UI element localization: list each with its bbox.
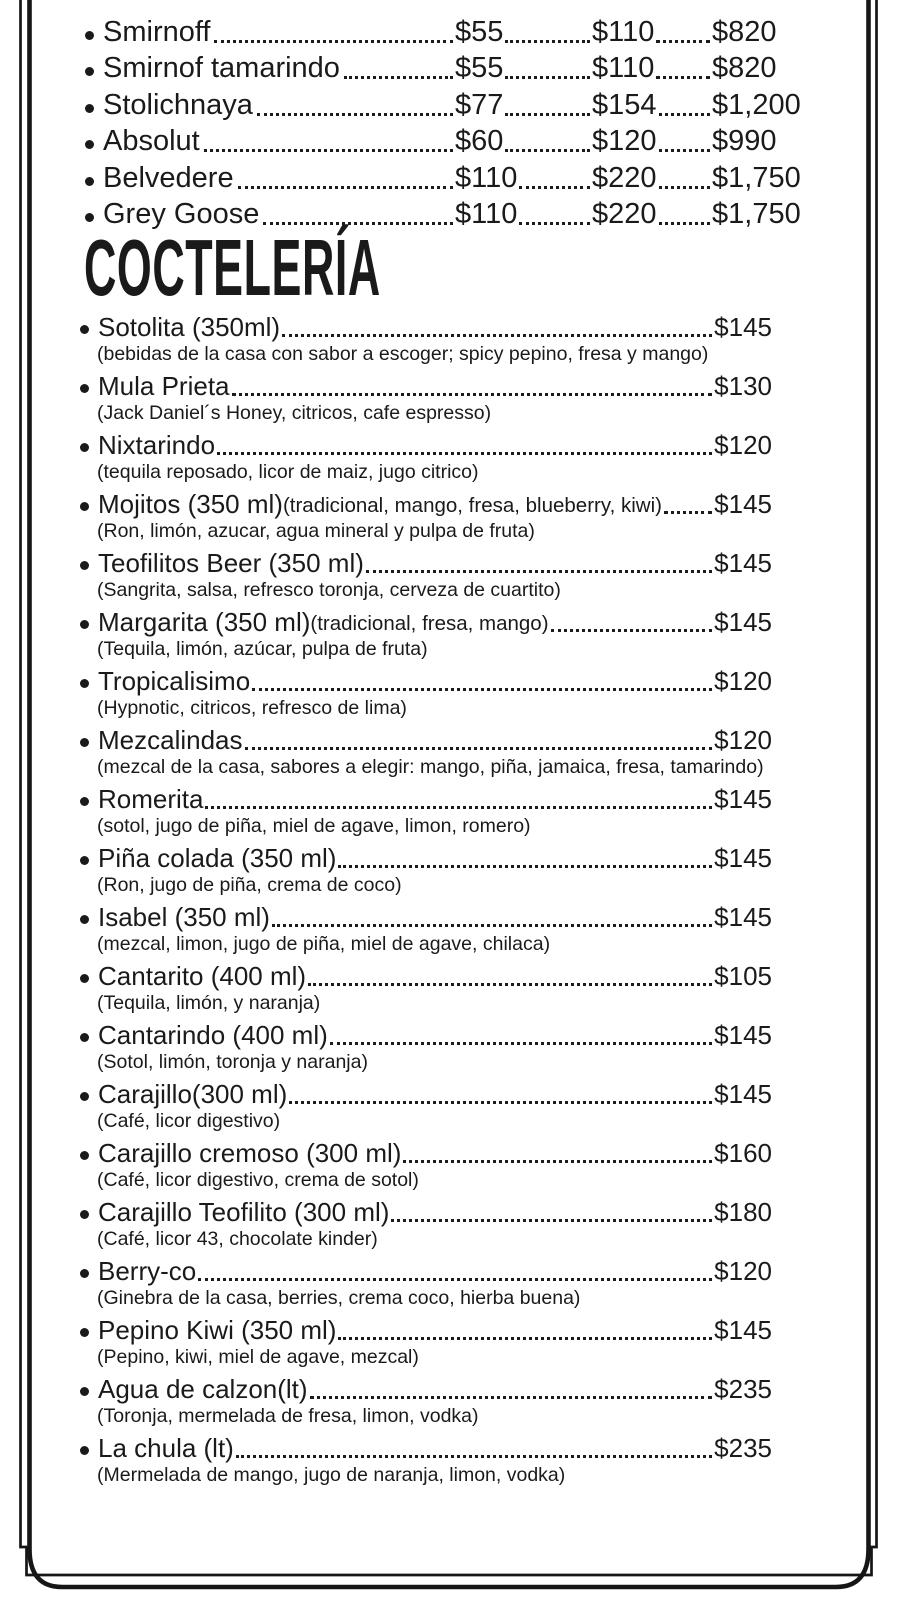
cocktail-name: Margarita (350 ml) (98, 607, 311, 637)
cocktail-item (80, 1020, 772, 1073)
bullet-icon (80, 384, 89, 393)
dotted-leader (310, 1396, 713, 1399)
dotted-leader (204, 149, 453, 152)
section-title-cocteleria: COCTELERÍA (84, 223, 381, 312)
cocktail-name: Nixtarindo (98, 430, 216, 460)
cocktail-description: (Jack Daniel´s Honey, citricos, cafe espresso) (97, 402, 492, 424)
cocktail-description: (Ginebra de la casa, berries, crema coco, hierba buena) (97, 1287, 581, 1309)
cocktail-description: (Tequila, limón, azúcar, pulpa de fruta) (97, 638, 428, 660)
dotted-leader (551, 629, 713, 632)
vodka-price-doble: $220 (592, 198, 657, 230)
cocktail-name: Mula Prieta (98, 371, 230, 401)
cocktail-price: $145 (714, 548, 772, 578)
cocktail-description: (Sotol, limón, toronja y naranja) (97, 1051, 368, 1073)
dotted-leader (505, 113, 590, 116)
vodka-price-botella: $820 (712, 15, 777, 48)
dotted-leader (282, 334, 712, 337)
bullet-icon (85, 104, 94, 113)
price-column-3 (712, 125, 800, 158)
bullet-icon (80, 679, 89, 688)
cocktail-price: $145 (714, 843, 772, 873)
cocktail-description: (sotol, jugo de piña, miel de agave, limon, romero) (97, 815, 531, 837)
price-column-1 (455, 52, 592, 85)
bullet-icon (80, 620, 89, 629)
cocktail-name-row (80, 843, 772, 874)
bullet-icon (85, 213, 94, 222)
cocktail-item (80, 843, 772, 896)
cocktail-name-row (80, 371, 772, 402)
price-column-1 (455, 162, 592, 195)
bullet-icon (80, 502, 89, 511)
cocktail-name-row (80, 607, 772, 638)
vodka-price-copa: $110 (455, 161, 518, 194)
cocktail-item (80, 489, 772, 542)
cocktail-description: (Tequila, limón, y naranja) (97, 992, 321, 1014)
vodka-row (85, 122, 800, 159)
cocktail-price: $120 (714, 430, 772, 460)
cocktail-price: $145 (714, 1079, 772, 1109)
vodka-price-botella: $1,750 (712, 198, 801, 230)
cocktail-name: Tropicalisimo (98, 666, 251, 696)
dotted-leader (289, 1101, 712, 1104)
cocktail-description: (Café, licor 43, chocolate kinder) (97, 1228, 378, 1250)
cocktail-price: $145 (714, 902, 772, 932)
price-column-2 (592, 162, 712, 195)
dotted-leader (659, 186, 710, 189)
price-column-2 (592, 16, 712, 49)
cocktail-price: $145 (714, 607, 772, 637)
cocktail-name: Teofilitos Beer (350 ml) (98, 548, 364, 578)
vodka-price-botella: $1,750 (712, 161, 801, 194)
cocktail-name-row (80, 1079, 772, 1110)
cocktail-name-row (80, 1256, 772, 1287)
cocktail-description: (Café, licor digestivo) (97, 1110, 281, 1132)
bullet-icon (80, 325, 89, 334)
cocktail-price: $145 (714, 784, 772, 814)
cocktail-item (80, 1256, 772, 1309)
cocktail-price: $160 (714, 1138, 772, 1168)
cocktail-item (80, 1079, 772, 1132)
cocktail-item (80, 784, 772, 837)
dotted-leader (366, 570, 712, 573)
bullet-icon (80, 1210, 89, 1219)
dotted-leader (656, 40, 710, 43)
dotted-leader (344, 76, 453, 79)
cocktail-price: $105 (714, 961, 772, 991)
dotted-leader (664, 511, 712, 514)
vodka-price-copa: $110 (455, 198, 518, 230)
cocktail-name-row (80, 489, 772, 520)
price-column-3 (712, 89, 800, 122)
cocktail-item (80, 725, 772, 778)
bullet-icon (80, 738, 89, 747)
bullet-icon (80, 443, 89, 452)
bullet-icon (80, 856, 89, 865)
price-column-1 (455, 16, 592, 49)
vodka-row (85, 49, 800, 86)
dotted-leader (338, 1337, 712, 1340)
cocktail-list (80, 312, 772, 1486)
cocktail-item (80, 1138, 772, 1191)
cocktail-name-row (80, 1197, 772, 1228)
bullet-icon (80, 1387, 89, 1396)
cocktail-item (80, 607, 772, 660)
price-column-2 (592, 52, 712, 85)
bullet-icon (80, 1151, 89, 1160)
cocktail-item (80, 1374, 772, 1427)
price-column-2 (592, 89, 712, 122)
dotted-leader (238, 186, 453, 189)
vodka-row (85, 158, 800, 195)
dotted-leader (659, 222, 710, 225)
cocktail-name: Mezcalindas (98, 725, 243, 755)
dotted-leader (391, 1219, 712, 1222)
cocktail-price: $120 (714, 725, 772, 755)
vodka-row (85, 12, 800, 49)
bullet-icon (85, 67, 94, 76)
cocktail-item (80, 371, 772, 424)
bullet-icon (80, 915, 89, 924)
dotted-leader (232, 393, 713, 396)
cocktail-description: (Ron, limón, azucar, agua mineral y pulpa de fruta) (97, 520, 535, 542)
cocktail-name: Piña colada (350 ml) (98, 843, 337, 873)
dotted-leader (505, 40, 590, 43)
cocktail-item (80, 430, 772, 483)
cocktail-name-row (80, 902, 772, 933)
cocktail-name-row (80, 548, 772, 579)
cocktail-item (80, 961, 772, 1014)
cocktail-description: (Ron, jugo de piña, crema de coco) (97, 874, 402, 896)
vodka-name: Smirnoff (103, 15, 211, 48)
vodka-price-doble: $120 (592, 125, 657, 157)
cocktail-name: Sotolita (350ml) (98, 312, 281, 342)
vodka-price-botella: $820 (712, 52, 777, 84)
cocktail-name: Romerita (98, 784, 204, 814)
vodka-price-copa: $55 (455, 52, 504, 84)
vodka-name: Smirnof tamarindo (103, 52, 340, 84)
bullet-icon (80, 1092, 89, 1101)
dotted-leader (659, 113, 710, 116)
bullet-icon (80, 974, 89, 983)
price-column-3 (712, 16, 800, 49)
cocktail-name-row (80, 961, 772, 992)
dotted-leader (505, 76, 590, 79)
bullet-icon (80, 1446, 89, 1455)
cocktail-name-row (80, 666, 772, 697)
cocktail-price: $235 (714, 1433, 772, 1463)
bullet-icon (80, 797, 89, 806)
cocktail-description: (Pepino, kiwi, miel de agave, mezcal) (97, 1346, 419, 1368)
price-column-1 (455, 89, 592, 122)
cocktail-name-row (80, 1315, 772, 1346)
cocktail-price: $145 (714, 1020, 772, 1050)
cocktail-name-row (80, 784, 772, 815)
cocktail-name: Carajillo Teofilito (300 ml) (98, 1197, 390, 1227)
cocktail-name-row (80, 725, 772, 756)
dotted-leader (338, 865, 712, 868)
cocktail-item (80, 1433, 772, 1486)
vodka-price-botella: $1,200 (712, 88, 801, 121)
cocktail-price: $145 (714, 1315, 772, 1345)
vodka-price-doble: $154 (592, 88, 657, 121)
price-column-3 (712, 198, 800, 231)
cocktail-description: (Toronja, mermelada de fresa, limon, vodka) (97, 1405, 479, 1427)
vodka-price-botella: $990 (712, 125, 777, 157)
cocktail-name: Agua de calzon(lt) (98, 1374, 308, 1404)
cocktail-name: Pepino Kiwi (350 ml) (98, 1315, 337, 1345)
bullet-icon (80, 1328, 89, 1337)
cocktail-name-row (80, 312, 772, 343)
dotted-leader (245, 747, 713, 750)
dotted-leader (330, 1042, 712, 1045)
cocktail-name: Mojitos (350 ml) (98, 489, 283, 519)
vodka-price-doble: $110 (592, 15, 655, 48)
bullet-icon (85, 31, 94, 40)
cocktail-name: Cantarito (400 ml) (98, 961, 307, 991)
vodka-price-list (85, 12, 800, 231)
cocktail-description: (mezcal, limon, jugo de piña, miel de agave, chilaca) (97, 933, 551, 955)
bullet-icon (80, 1033, 89, 1042)
vodka-price-doble: $110 (592, 52, 655, 84)
cocktail-name: Carajillo(300 ml) (98, 1079, 288, 1109)
cocktail-price: $145 (714, 312, 772, 342)
vodka-price-copa: $77 (455, 88, 504, 121)
vodka-name: Absolut (103, 125, 200, 157)
cocktail-item (80, 666, 772, 719)
dotted-leader (214, 40, 453, 43)
cocktail-price: $145 (714, 489, 772, 519)
cocktail-name: La chula (lt) (98, 1433, 234, 1463)
cocktail-description: (tequila reposado, licor de maiz, jugo citrico) (97, 461, 479, 483)
price-column-1 (455, 198, 592, 231)
vodka-row (85, 85, 800, 122)
dotted-leader (198, 1278, 712, 1281)
bullet-icon (80, 561, 89, 570)
dotted-leader (252, 688, 712, 691)
vodka-price-copa: $60 (455, 125, 504, 157)
dotted-leader (519, 186, 590, 189)
cocktail-description: (Mermelada de mango, jugo de naranja, limon, vodka) (97, 1464, 566, 1486)
cocktail-item (80, 1315, 772, 1368)
price-column-1 (455, 125, 592, 158)
vodka-name: Stolichnaya (103, 88, 253, 121)
cocktail-description: (Sangrita, salsa, refresco toronja, cerveza de cuartito) (97, 579, 561, 601)
cocktail-name-row (80, 1138, 772, 1169)
price-column-3 (712, 162, 800, 195)
dotted-leader (505, 149, 590, 152)
dotted-leader (403, 1160, 712, 1163)
cocktail-name: Carajillo cremoso (300 ml) (98, 1138, 402, 1168)
cocktail-price: $235 (714, 1374, 772, 1404)
vodka-price-copa: $55 (455, 15, 504, 48)
dotted-leader (656, 76, 710, 79)
dotted-leader (205, 806, 712, 809)
vodka-price-doble: $220 (592, 161, 657, 194)
cocktail-item (80, 902, 772, 955)
cocktail-name-row (80, 1374, 772, 1405)
dotted-leader (236, 1455, 712, 1458)
cocktail-variants-note: (tradicional, mango, fresa, blueberry, kiwi) (282, 494, 662, 517)
cocktail-price: $180 (714, 1197, 772, 1227)
dotted-leader (308, 983, 712, 986)
cocktail-item (80, 548, 772, 601)
cocktail-name: Cantarindo (400 ml) (98, 1020, 328, 1050)
cocktail-price: $130 (714, 371, 772, 401)
price-column-3 (712, 52, 800, 85)
bullet-icon (85, 177, 94, 186)
cocktail-price: $120 (714, 666, 772, 696)
cocktail-description: (mezcal de la casa, sabores a elegir: mango, piña, jamaica, fresa, tamarindo) (97, 756, 764, 778)
dotted-leader (659, 149, 710, 152)
price-column-2 (592, 198, 712, 231)
vodka-name: Belvedere (103, 161, 234, 194)
cocktail-description: (Café, licor digestivo, crema de sotol) (97, 1169, 419, 1191)
cocktail-name: Isabel (350 ml) (98, 902, 270, 932)
cocktail-variants-note: (tradicional, fresa, mango) (310, 612, 549, 635)
cocktail-item (80, 1197, 772, 1250)
vodka-name: Grey Goose (103, 198, 260, 230)
dotted-leader (519, 222, 590, 225)
cocktail-description: (bebidas de la casa con sabor a escoger; spicy pepino, fresa y mango) (97, 343, 709, 365)
cocktail-name-row (80, 1433, 772, 1464)
dotted-leader (272, 924, 712, 927)
bullet-icon (85, 140, 94, 149)
cocktail-name-row (80, 1020, 772, 1051)
cocktail-price: $120 (714, 1256, 772, 1286)
cocktail-description: (Hypnotic, citricos, refresco de lima) (97, 697, 407, 719)
price-column-2 (592, 125, 712, 158)
cocktail-item (80, 312, 772, 365)
dotted-leader (257, 113, 453, 116)
cocktail-name-row (80, 430, 772, 461)
dotted-leader (217, 452, 712, 455)
cocktail-name: Berry-co (98, 1256, 197, 1286)
bullet-icon (80, 1269, 89, 1278)
